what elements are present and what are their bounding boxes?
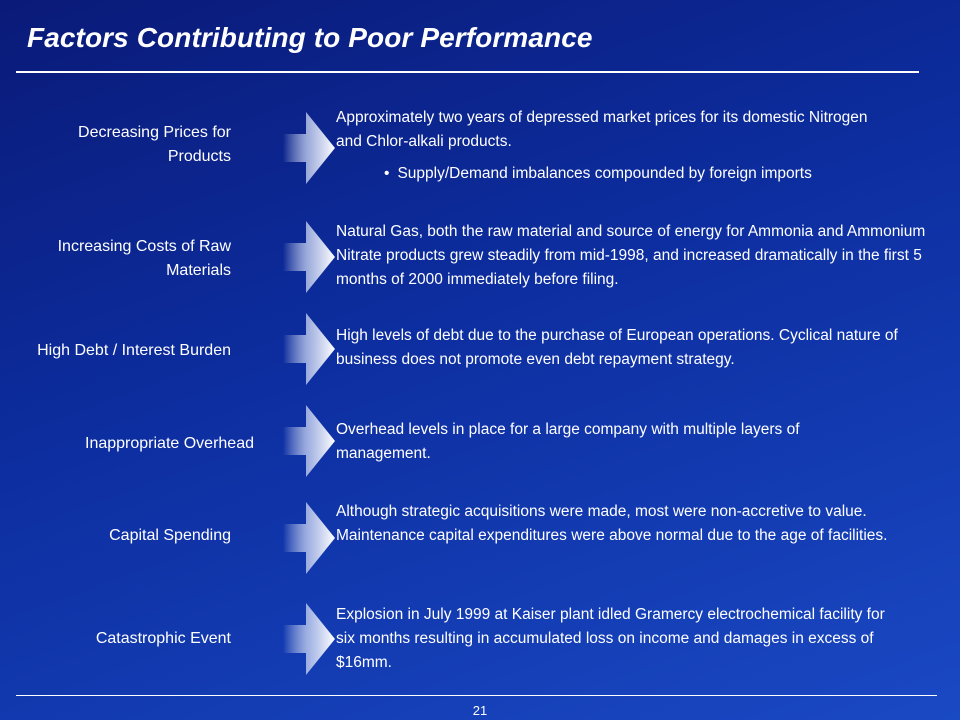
arrow-icon — [283, 112, 335, 184]
factor-label-decreasing-prices: Decreasing Prices for Products — [78, 124, 231, 165]
factor-label-catastrophic-event: Catastrophic Event — [95, 630, 231, 647]
factor-description-catastrophic-event: Explosion in July 1999 at Kaiser plant idled Gramercy electrochemical facility for six months resulting in accumulated loss on income and damages in excess of $16mm. — [336, 606, 885, 671]
footer-divider — [16, 695, 937, 696]
factor-description-high-debt: High levels of debt due to the purchase of European operations. Cyclical nature of business does not promote even debt repayment strategy. — [336, 327, 898, 368]
page-title: Factors Contributing to Poor Performance — [27, 22, 593, 53]
factor-label-increasing-costs: Increasing Costs of Raw Materials — [57, 238, 231, 279]
title-divider — [16, 71, 919, 73]
arrow-icon — [283, 603, 335, 675]
factor-label-inappropriate-overhead: Inappropriate Overhead — [85, 435, 254, 452]
arrow-icon — [283, 221, 335, 293]
arrow-icon — [283, 313, 335, 385]
factor-label-capital-spending: Capital Spending — [109, 527, 231, 544]
arrow-icon — [283, 502, 335, 574]
factor-description-increasing-costs: Natural Gas, both the raw material and source of energy for Ammonia and Ammonium Nitrate products grew steadily from mid-1998, and increased dramatically in the first 5 months of 2000 immediately before filing. — [336, 223, 926, 288]
factor-description-inappropriate-overhead: Overhead levels in place for a large company with multiple layers of management. — [336, 421, 800, 462]
page-number: 21 — [472, 703, 488, 718]
factor-description-decreasing-prices: Approximately two years of depressed market prices for its domestic Nitrogen and Chlor-alkali products. — [336, 109, 868, 150]
factor-bullet-supply-demand: • Supply/Demand imbalances compounded by foreign imports — [384, 165, 812, 182]
factor-label-high-debt: High Debt / Interest Burden — [37, 342, 231, 359]
factor-description-capital-spending: Although strategic acquisitions were made, most were non-accretive to value. Maintenance capital expenditures were above normal due to the age of facilities. — [336, 503, 888, 544]
arrow-icon — [283, 405, 335, 477]
